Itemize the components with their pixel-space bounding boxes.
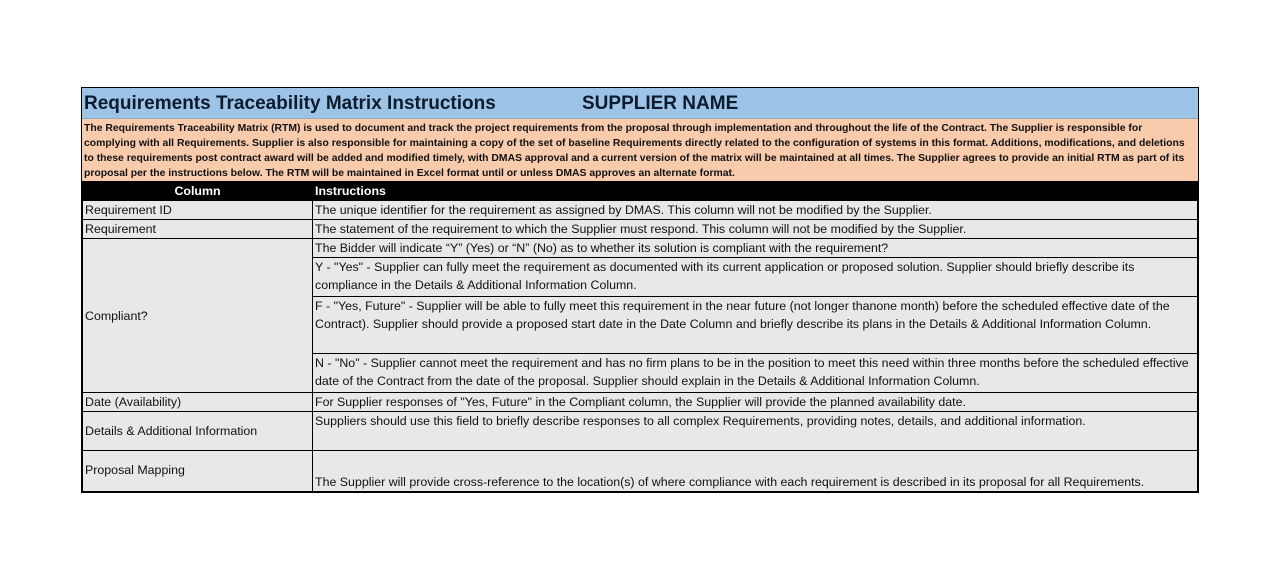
table-header-row: [83, 182, 1198, 201]
table-row: [83, 201, 1198, 220]
table-row: [83, 393, 1198, 412]
row-label-date: Date (Availability): [83, 393, 313, 412]
page-title: Requirements Traceability Matrix Instructions: [84, 93, 496, 114]
row-text-proposal: The Supplier will provide cross-reference to the location(s) of where compliance with each requirement is described in its proposal for all Requirements.: [315, 475, 1145, 489]
header-column: Column: [83, 182, 313, 201]
row-text-compliant-intro: The Bidder will indicate “Y” (Yes) or “N” (No) as to whether its solution is compliant with the requirement?: [313, 239, 1198, 258]
table-row: [83, 239, 1198, 258]
table-row: [83, 220, 1198, 239]
row-label-proposal: Proposal Mapping: [83, 451, 313, 492]
row-label-requirement-id: Requirement ID: [83, 201, 313, 220]
row-text-proposal-cell: [313, 451, 1198, 492]
row-label-requirement: Requirement: [83, 220, 313, 239]
rtm-sheet: [81, 87, 1199, 493]
row-label-compliant: Compliant?: [83, 239, 313, 393]
instructions-table: [82, 181, 1198, 492]
row-text-compliant-future: F - "Yes, Future" - Supplier will be able to fully meet this requirement in the near future (not longer thanone month) before the scheduled effective date of the Contract). Supplier should provide a proposed start date in the Date Column and briefly describe its plans in the Details & Additional Information Column.: [313, 297, 1198, 354]
row-text-compliant-yes: Y - "Yes" - Supplier can fully meet the requirement as documented with its current application or proposed solution. Supplier should briefly describe its compliance in the Details & Additional Information Column.: [313, 258, 1198, 297]
row-text-date: For Supplier responses of "Yes, Future" in the Compliant column, the Supplier will provide the planned availability date.: [313, 393, 1198, 412]
row-text-details: Suppliers should use this field to briefly describe responses to all complex Requirements, providing notes, details, and additional information.: [313, 412, 1198, 451]
row-text-requirement-id: The unique identifier for the requirement as assigned by DMAS. This column will not be modified by the Supplier.: [313, 201, 1198, 220]
row-label-details: Details & Additional Information: [83, 412, 313, 451]
row-text-requirement: The statement of the requirement to which the Supplier must respond. This column will not be modified by the Supplier.: [313, 220, 1198, 239]
intro-paragraph: The Requirements Traceability Matrix (RTM) is used to document and track the project requirements from the proposal through implementation and throughout the life of the Contract. The Supplier is responsible for complying with all Requirements. Supplier is also responsible for maintaining a copy of the set of baseline Requirements directly related to the configuration of systems in this format. Additions, modifications, and deletions to these requirements post contract award will be added and modified timely, with DMAS approval and a current version of the matrix will be maintained at all times. The Supplier agrees to provide an initial RTM as part of its proposal per the instructions below. The RTM will be maintained in Excel format until or unless DMAS approves an alternate format.: [82, 119, 1198, 181]
header-instructions: Instructions: [313, 182, 1198, 201]
table-row: [83, 412, 1198, 451]
row-text-compliant-no: N - "No" - Supplier cannot meet the requirement and has no firm plans to be in the position to meet this need within three months before the scheduled effective date of the Contract from the date of the proposal. Supplier should explain in the Details & Additional Information Column.: [313, 354, 1198, 393]
supplier-name: SUPPLIER NAME: [582, 93, 739, 114]
title-bar: [82, 88, 1198, 119]
table-row: [83, 451, 1198, 492]
